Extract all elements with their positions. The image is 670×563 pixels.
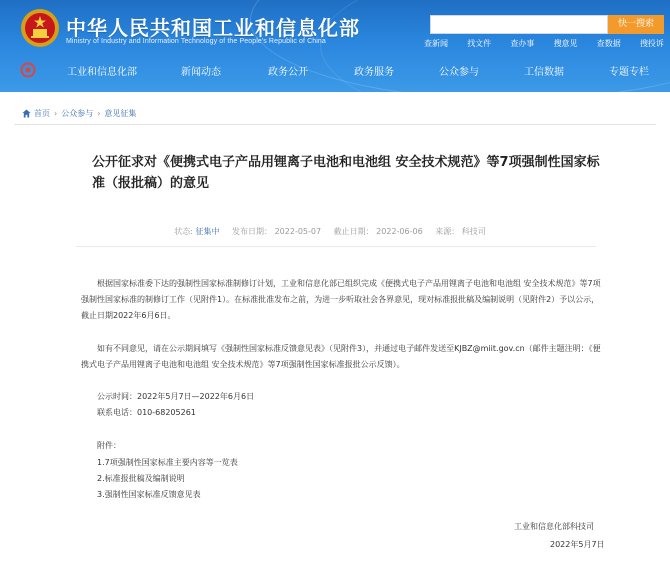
quick-link[interactable]: 查数据 — [596, 39, 621, 48]
signature-date: 2022年5月7日 — [550, 540, 605, 549]
breadcrumb — [22, 107, 136, 119]
national-emblem-icon — [20, 8, 60, 48]
chevron-right-icon: › — [54, 108, 58, 118]
search-button[interactable]: 快一搜索 — [608, 15, 664, 34]
quick-link[interactable]: 搜意见 — [553, 39, 578, 48]
signature-org: 工业和信息化部科技司 — [514, 522, 594, 531]
nav-item-ministry[interactable]: 工业和信息化部 — [67, 67, 137, 78]
quick-links — [424, 38, 664, 49]
article-title: 公开征求对《便携式电子产品用锂离子电池和电池组 安全技术规范》等7项强制性国家标准（报批稿）的意见 — [92, 155, 600, 191]
nav-item-news[interactable]: 新闻动态 — [181, 67, 221, 78]
breadcrumb-participation[interactable]: 公众参与 — [61, 108, 94, 118]
divider — [14, 124, 656, 125]
quick-link[interactable]: 查办事 — [510, 39, 535, 48]
attachment-link[interactable]: 3.强制性国家标准反馈意见表 — [97, 490, 201, 499]
site-title: 中华人民共和国工业和信息化部 — [66, 16, 360, 40]
attachments-label: 附件： — [97, 441, 121, 450]
chevron-right-icon: › — [97, 108, 101, 118]
attachment-link[interactable]: 1.7项强制性国家标准主要内容等一览表 — [97, 458, 238, 467]
main-nav — [0, 54, 670, 86]
attachment-link[interactable]: 2.标准报批稿及编制说明 — [97, 474, 185, 483]
paragraph-intro: 根据国家标准委下达的强制性国家标准制修订计划，工业和信息化部已组织完成《便携式电子产品用锂离子电池和电池组 安全技术规范》等7项强制性国家标准的制修订工作（见附件1）。在标准批准发布之前，为进一步听取社会各界意见，现对标准报批稿及编制说明（见附件2）予以公示，截止日期2022年6月6日。 — [81, 279, 601, 320]
quick-link[interactable]: 找文件 — [467, 39, 492, 48]
nav-item-participation[interactable]: 公众参与 — [439, 67, 479, 78]
nav-item-gov-affairs[interactable]: 政务公开 — [268, 67, 308, 78]
published-date: 2022-05-07 — [274, 227, 322, 236]
published-label: 发布日期： — [232, 227, 273, 236]
quick-link[interactable]: 搜投诉 — [639, 39, 664, 48]
status-label: 状态: — [174, 227, 193, 236]
source-label: 来源： — [435, 227, 460, 236]
source-value: 科技司 — [461, 227, 486, 236]
home-logo-icon[interactable] — [20, 62, 36, 78]
contact-phone: 联系电话：010-68205261 — [97, 408, 196, 417]
breadcrumb-home[interactable]: 首页 — [34, 108, 50, 118]
status-badge: 征集中 — [195, 227, 220, 236]
deadline-label: 截止日期： — [333, 227, 374, 236]
quick-link[interactable]: 查新闻 — [424, 39, 448, 48]
article-meta — [0, 226, 670, 237]
deadline-date: 2022-06-06 — [376, 227, 423, 236]
search-input[interactable] — [430, 15, 608, 34]
divider — [76, 246, 596, 247]
nav-item-topics[interactable]: 专题专栏 — [609, 67, 649, 78]
home-icon — [22, 109, 31, 118]
nav-item-services[interactable]: 政务服务 — [354, 67, 394, 78]
breadcrumb-consultation[interactable]: 意见征集 — [104, 108, 137, 118]
nav-item-data[interactable]: 工信数据 — [524, 67, 564, 78]
site-header — [0, 0, 670, 92]
site-subtitle: Ministry of Industry and Information Technology of the People's Republic of China — [66, 38, 326, 45]
notice-period: 公示时间：2022年5月7日—2022年6月6日 — [97, 392, 255, 401]
paragraph-feedback: 如有不同意见，请在公示期间填写《强制性国家标准反馈意见表》（见附件3），并通过电子邮件发送至KJBZ@miit.gov.cn（邮件主题注明：《便携式电子产品用锂离子电池和电池组 安全技术规范》等7项强制性国家标准报批公示反馈）。 — [81, 344, 601, 369]
